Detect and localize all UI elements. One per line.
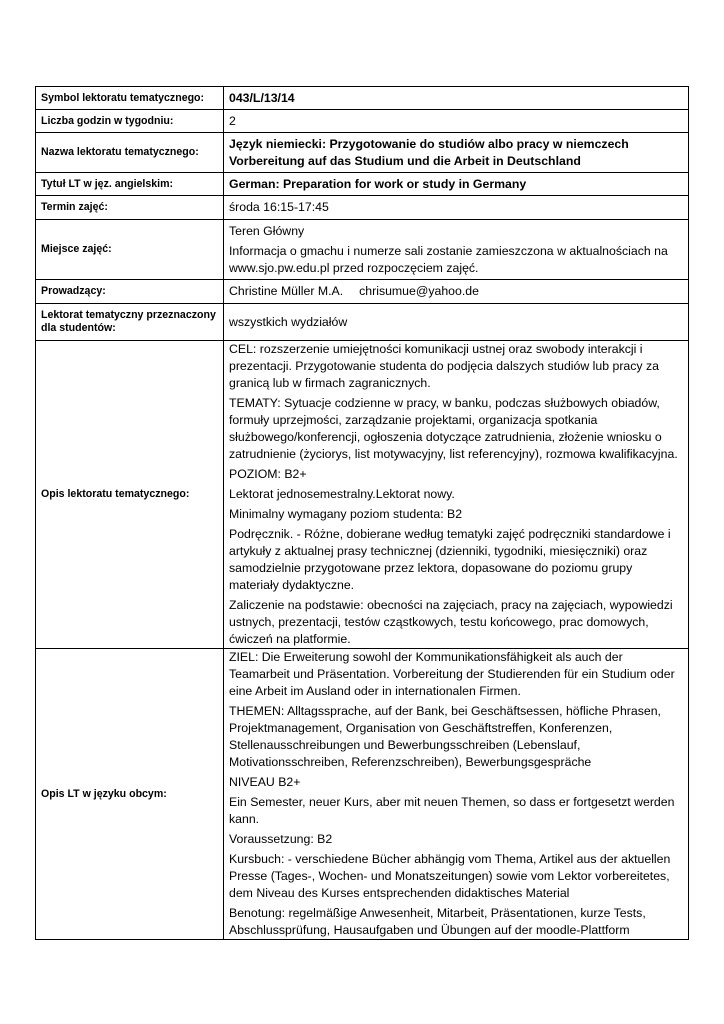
teacher-name: Christine Müller M.A. (229, 284, 344, 298)
hours-value: 2 (224, 110, 689, 133)
name-value-de: Vorbereitung auf das Studium und die Arbeit in Deutschland (229, 153, 581, 168)
desc-pl-value (224, 341, 689, 649)
teacher-email: chrisumue@yahoo.de (359, 284, 479, 298)
teacher-value (224, 280, 689, 304)
name-value (224, 133, 689, 173)
desc-foreign-paragraph: Kursbuch: - verschiedene Bücher abhängig vom Thema, Artikel aus der aktuellen Presse (Tages-, Wochen- und Monatszeitungen) sowie vom Lektor vorbereitetes, dem Niveau des Kurses entsprechenden didaktisches Material (229, 852, 671, 900)
row-term (36, 196, 689, 220)
row-place (36, 220, 689, 280)
term-label: Termin zajęć: (36, 196, 224, 220)
symbol-label: Symbol lektoratu tematycznego: (36, 87, 224, 110)
desc-pl-paragraph: POZIOM: B2+ (229, 467, 307, 481)
term-value: środa 16:15-17:45 (224, 196, 689, 220)
name-value-pl: Język niemiecki: Przygotowanie do studiów albo pracy w niemczech (229, 136, 629, 151)
place-value (224, 220, 689, 280)
desc-foreign-paragraph: Ein Semester, neuer Kurs, aber mit neuen Themen, so dass er fortgesetzt werden kann. (229, 795, 675, 826)
row-name (36, 133, 689, 173)
desc-pl-paragraph: CEL: rozszerzenie umiejętności komunikacji ustnej oraz swobody interakcji i prezentacji. Przygotowanie studenta do podjęcia dalszych studiów lub pracy za granicą lub w firmach zagranicznych. (229, 342, 659, 390)
row-teacher (36, 280, 689, 304)
place-label: Miejsce zajęć: (36, 220, 224, 280)
desc-pl-paragraph: TEMATY: Sytuacje codzienne w pracy, w banku, podczas służbowych obiadów, formuły uprzejmości, zarządzanie projektami, organizacja spotkania służbowego/konferencji, ogłoszenia dotyczące zatrudnienia, złożenie wniosku o zatrudnienie (życiorys, list motywacyjny, list referencyjny), rozmowa kwalifikacyjna. (229, 396, 678, 461)
row-symbol (36, 87, 689, 110)
title-en-label: Tytuł LT w jęz. angielskim: (36, 173, 224, 196)
row-audience (36, 304, 689, 341)
row-hours (36, 110, 689, 133)
teacher-label: Prowadzący: (36, 280, 224, 304)
row-title-en (36, 173, 689, 196)
audience-label: Lektorat tematyczny przeznaczony dla studentów: (36, 304, 224, 341)
desc-pl-paragraph: Podręcznik. - Różne, dobierane według tematyki zajęć podręczniki standardowe i artykuły z aktualnej prasy technicznej (dzienniki, tygodniki, miesięczniki) oraz samodzielnie przygotowane przez lektora, dopasowane do poziomu grupy materiały dydaktyczne. (229, 527, 671, 592)
desc-pl-paragraph: Lektorat jednosemestralny.Lektorat nowy. (229, 487, 455, 501)
name-label: Nazwa lektoratu tematycznego: (36, 133, 224, 173)
desc-foreign-paragraph: Voraussetzung: B2 (229, 832, 333, 846)
place-info: Informacja o gmachu i numerze sali zostanie zamieszczona w aktualnościach na www.sjo.pw.edu.pl przed rozpoczęciem zajęć. (229, 243, 668, 275)
title-en-value: German: Preparation for work or study in Germany (224, 173, 689, 196)
desc-foreign-label: Opis LT w języku obcym: (36, 649, 224, 940)
row-desc-pl (36, 341, 689, 649)
desc-pl-label: Opis lektoratu tematycznego: (36, 341, 224, 649)
desc-foreign-paragraph: Benotung: regelmäßige Anwesenheit, Mitarbeit, Präsentationen, kurze Tests, Abschlussprüfung, Hausaufgaben und Übungen auf der moodle-Plattform (229, 906, 646, 937)
desc-pl-paragraph: Zaliczenie na podstawie: obecności na zajęciach, pracy na zajęciach, wypowiedzi ustnych, prezentacji, testów cząstkowych, testu końcowego, prac domowych, ćwiczeń na platformie. (229, 598, 673, 646)
desc-foreign-paragraph: THEMEN: Alltagssprache, auf der Bank, bei Geschäftsessen, höfliche Phrasen, Projektmanagement, Organisation von Geschäftstreffen, Konferenzen, Stellenausschreibungen und Bewerbungsschreiben (Lebenslauf, Motivationsschreiben, Referenzschreiben), Bewerbungsgespräche (229, 704, 661, 769)
desc-pl-paragraph: Minimalny wymagany poziom studenta: B2 (229, 507, 463, 521)
desc-foreign-paragraph: ZIEL: Die Erweiterung sowohl der Kommunikationsfähigkeit als auch der Teamarbeit und Präsentation. Vorbereitung der Studierenden für ein Studium oder eine Arbeit im Ausland oder in internationalen Firmen. (229, 650, 675, 698)
place-building: Teren Główny (229, 223, 305, 238)
symbol-value: 043/L/13/14 (224, 87, 689, 110)
audience-value: wszystkich wydziałów (224, 304, 689, 341)
course-form-table (35, 86, 689, 940)
row-desc-foreign (36, 649, 689, 940)
desc-foreign-value (224, 649, 689, 940)
hours-label: Liczba godzin w tygodniu: (36, 110, 224, 133)
desc-foreign-paragraph: NIVEAU B2+ (229, 775, 301, 789)
